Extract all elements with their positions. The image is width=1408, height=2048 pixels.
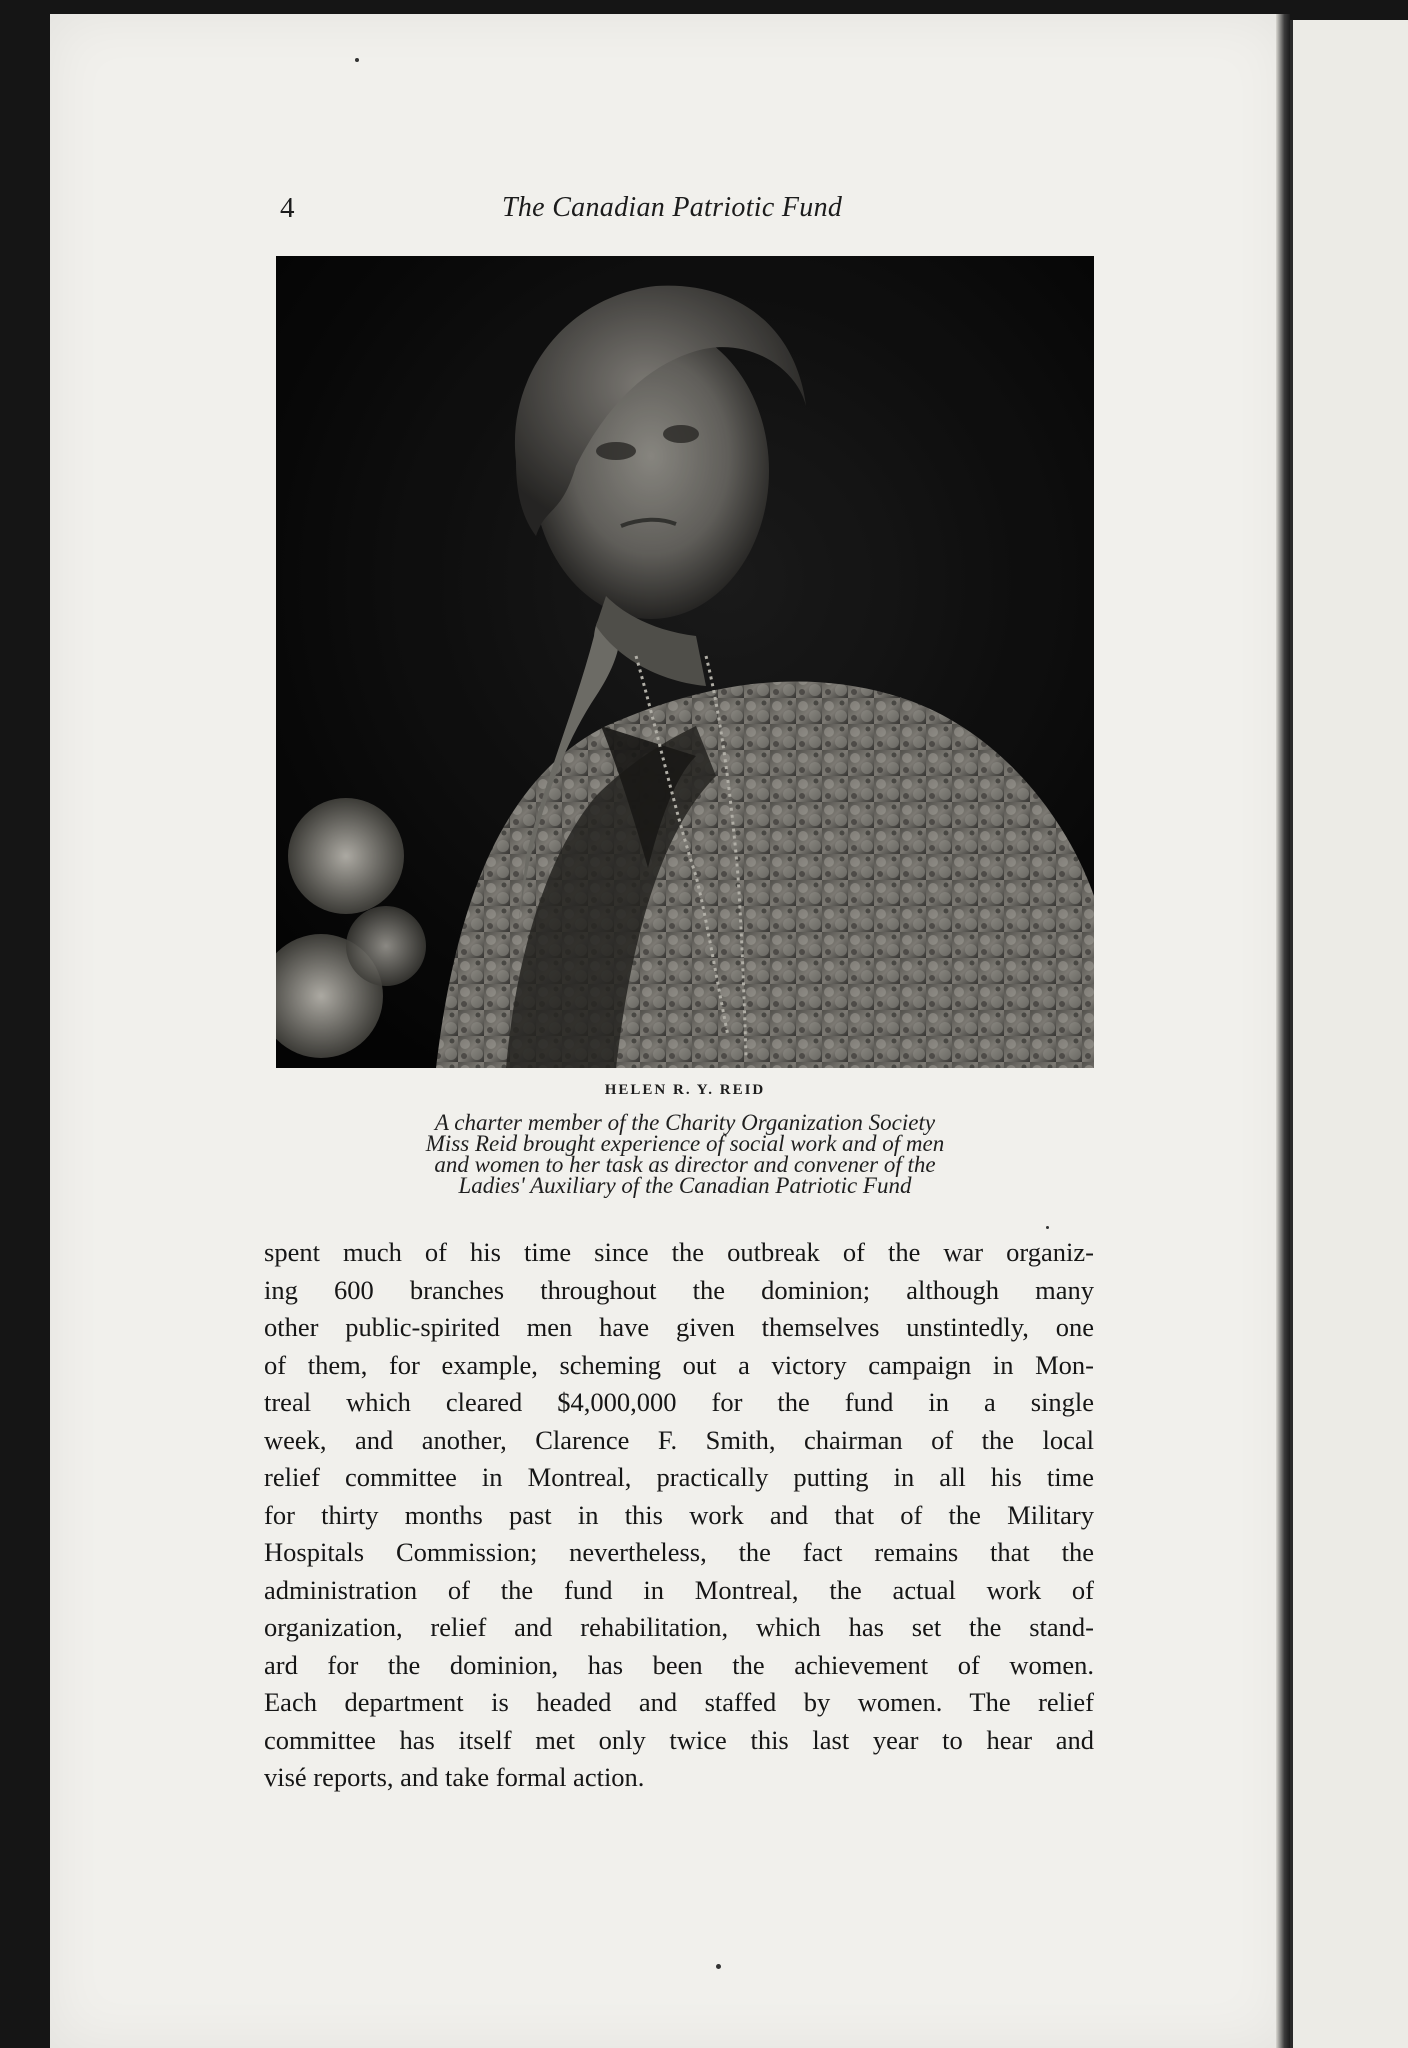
caption-line: A charter member of the Charity Organization Society — [434, 1110, 936, 1135]
body-line: week, and another, Clarence F. Smith, chairman of the local — [264, 1424, 1094, 1455]
page-header — [272, 186, 918, 230]
body-line: of them, for example, scheming out a victory campaign in Mon- — [264, 1349, 1094, 1380]
running-title: The Canadian Patriotic Fund — [502, 192, 843, 223]
caption-line: Miss Reid brought experience of social work and of men — [425, 1131, 945, 1156]
body-line: relief committee in Montreal, practically putting in all his time — [264, 1462, 1094, 1492]
body-line: ard for the dominion, has been the achievement of women. — [264, 1649, 1094, 1680]
body-line: ing 600 branches throughout the dominion; although many — [264, 1274, 1094, 1305]
book-gutter — [1276, 14, 1290, 2048]
body-line: Hospitals Commission; nevertheless, the fact remains that the — [264, 1537, 1094, 1567]
body-line: treal which cleared $4,000,000 for the fund in a single — [264, 1387, 1094, 1417]
portrait-photo — [276, 256, 1094, 1068]
body-line: spent much of his time since the outbreak of the war organiz- — [264, 1237, 1094, 1267]
caption-line: Ladies' Auxiliary of the Canadian Patriotic Fund — [458, 1173, 912, 1198]
body-line: committee has itself met only twice this last year to hear and — [264, 1724, 1094, 1755]
body-line: other public-spirited men have given themselves unstintedly, one — [264, 1312, 1094, 1342]
facing-page-edge — [1290, 20, 1408, 2048]
body-line: for thirty months past in this work and that of the Military — [264, 1499, 1094, 1530]
photo-caption-description — [276, 1112, 1094, 1196]
photo-caption-name: HELEN R. Y. REID — [604, 1082, 766, 1098]
body-paragraph — [264, 1234, 1094, 1797]
scan-speck — [355, 58, 359, 62]
caption-line: and women to her task as director and convener of the — [434, 1152, 936, 1177]
body-line: organization, relief and rehabilitation, which has set the stand- — [264, 1612, 1094, 1642]
body-line: Each department is headed and staffed by women. The relief — [264, 1687, 1094, 1717]
page-number: 4 — [280, 192, 295, 224]
scan-speck — [716, 1964, 721, 1969]
body-line: visé reports, and take formal action. — [264, 1762, 645, 1792]
scan-speck — [1046, 1226, 1049, 1229]
portrait-image — [276, 256, 1094, 1068]
body-line: administration of the fund in Montreal, the actual work of — [264, 1574, 1094, 1605]
